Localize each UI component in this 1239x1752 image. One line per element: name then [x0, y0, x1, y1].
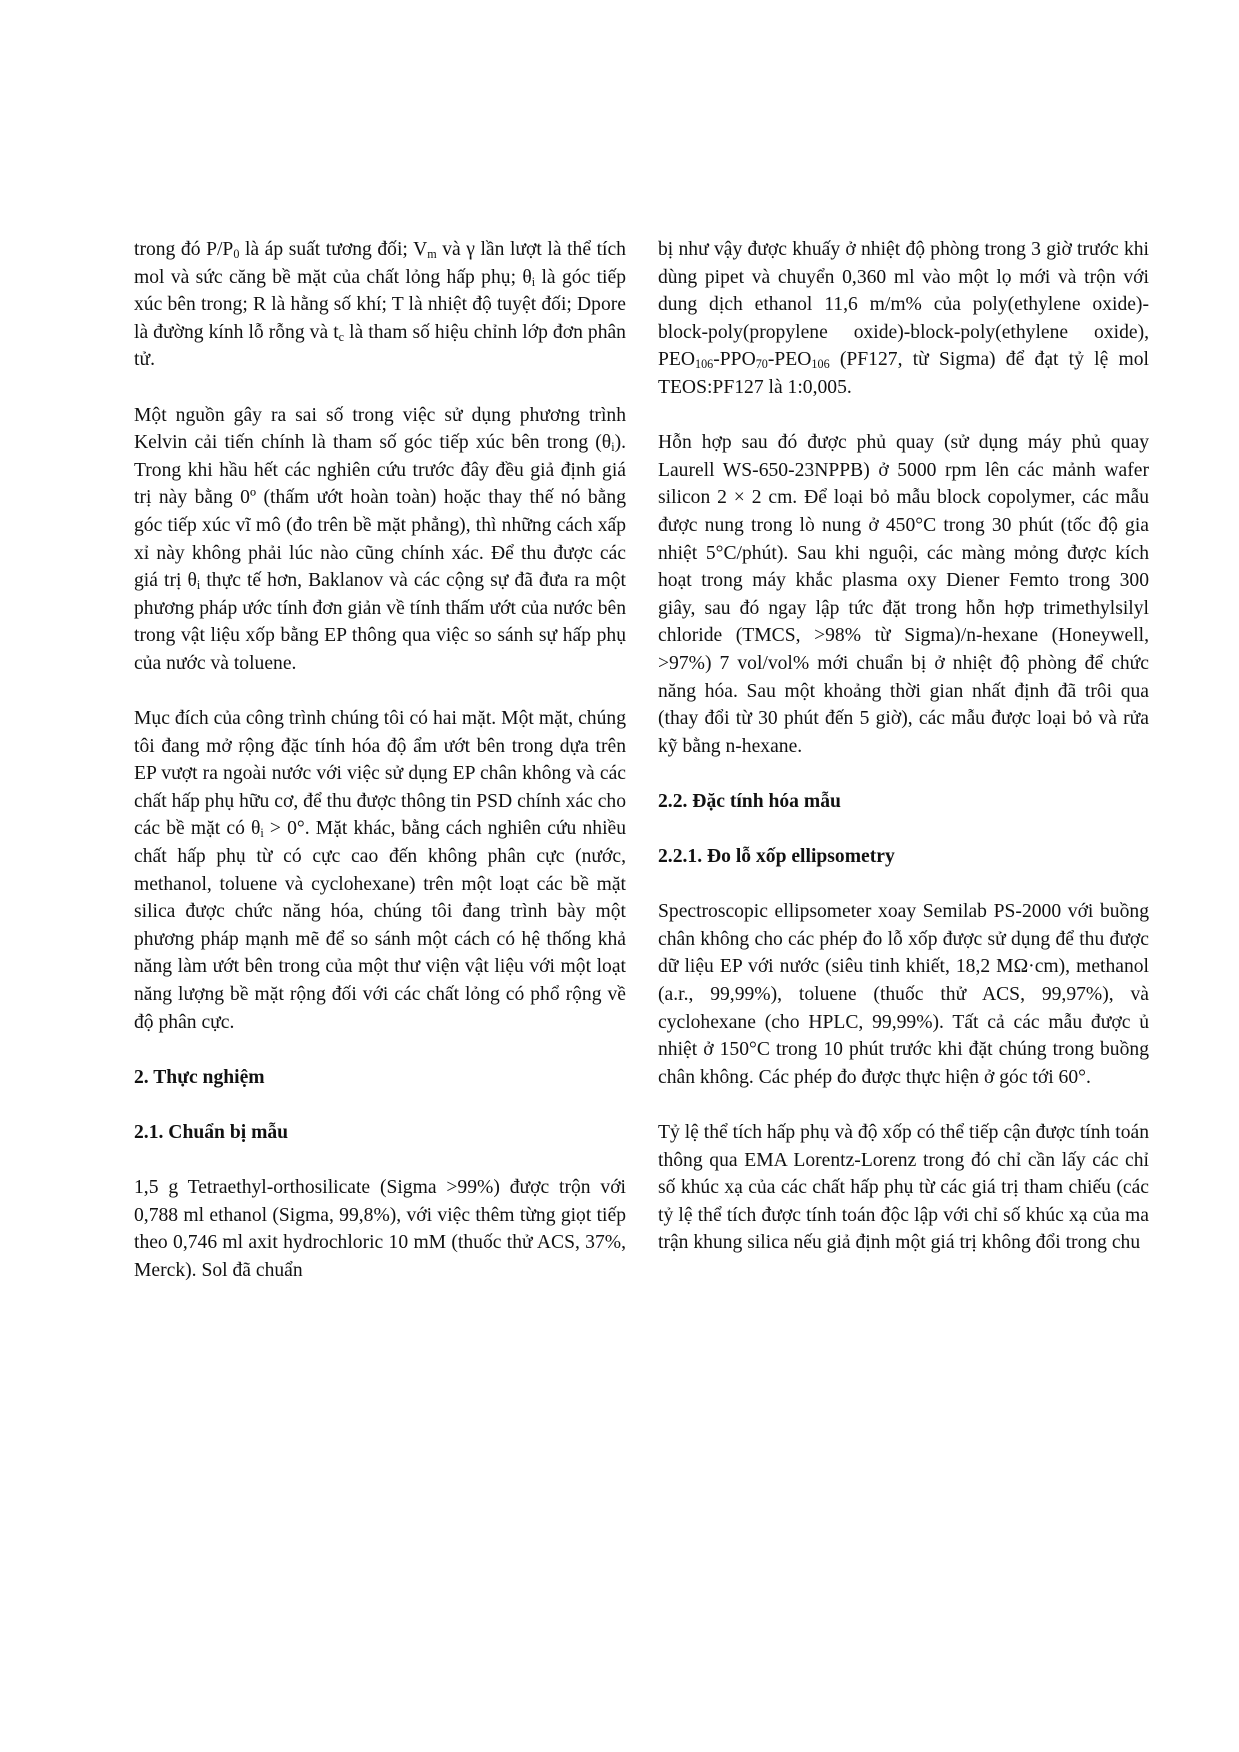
- text-run: > 0°. Mặt khác, bằng cách nghiên cứu nhiều chất hấp phụ từ có cực cao đến không phân cực (nước, methanol, toluene và cyclohexane) trên một loạt các bề mặt silica được chức năng hóa, chúng tôi đang trình bày một phương pháp mạnh mẽ để so sánh một cách có hệ thống khả năng làm ướt bên trong của một thư viện vật liệu với một loạt năng lượng bề mặt rộng đối với các chất lỏng có phổ rộng về độ phân cực.: [134, 818, 627, 1033]
- right-column: [658, 236, 1149, 1257]
- paragraph-spin-coating: Hỗn hợp sau đó được phủ quay (sử dụng máy phủ quay Laurell WS-650-23NPPB) ở 5000 rpm lên các mảnh wafer silicon 2 × 2 cm. Để loại bỏ mẫu block copolymer, các mẫu được nung trong lò nung ở 450°C trong 30 phút (tốc độ gia nhiệt 5°C/phút). Sau khi nguội, các màng mỏng được kích hoạt trong máy khắc plasma oxy Diener Femto trong 300 giây, sau đó ngay lập tức đặt trong hỗn hợp trimethylsilyl chloride (TMCS, >98% từ Sigma)/n-hexane (Honeywell, >97%) 7 vol/vol% mới chuẩn bị ở nhiệt độ phòng để chức năng hóa. Sau một khoảng thời gian nhất định đã trôi qua (thay đổi từ 30 phút đến 5 giờ), các mẫu được loại bỏ và rửa kỹ bằng n-hexane.: [658, 432, 1149, 757]
- subsection-heading-characterization: 2.2. Đặc tính hóa mẫu: [658, 790, 841, 812]
- text-run: Mục đích của công trình chúng tôi có hai mặt. Một mặt, chúng tôi đang mở rộng đặc tính hóa độ ẩm ướt bên trong dựa trên EP vượt ra ngoài nước với việc sử dụng EP chân không và các chất hấp phụ hữu cơ, để thu được thông tin PSD chính xác cho các bề mặt có θ: [134, 708, 626, 840]
- section-heading-experimental: 2. Thực nghiệm: [134, 1066, 265, 1088]
- subscript: 106: [695, 357, 714, 372]
- subsection-heading-sample-prep: 2.1. Chuẩn bị mẫu: [134, 1122, 289, 1143]
- text-run: là áp suất tương đối; V: [239, 239, 428, 260]
- left-column: [134, 236, 626, 1285]
- subscript: i: [196, 578, 201, 593]
- paragraph-contact-angle-error: [134, 402, 626, 678]
- paragraph-work-purpose: [134, 705, 626, 1036]
- paragraph-sample-prep: 1,5 g Tetraethyl-orthosilicate (Sigma >99%) được trộn với 0,788 ml ethanol (Sigma, 99,8%), với việc thêm từng giọt tiếp theo 0,746 ml axit hydrochloric 10 mM (thuốc thử ACS, 37%, Merck). Sol đã chuẩn: [134, 1177, 626, 1281]
- paragraph-ellipsometer: Spectroscopic ellipsometer xoay Semilab PS-2000 với buồng chân không cho các phép đo lỗ xốp được sử dụng để thu được dữ liệu EP với nước (siêu tinh khiết, 18,2 MΩ·cm), methanol (a.r., 99,99%), toluene (thuốc thử ACS, 99,97%), và cyclohexane (cho HPLC, 99,99%). Tất cả các mẫu được ủ nhiệt ở 150°C trong 10 phút trước khi đặt chúng trong buồng chân không. Các phép đo được thực hiện ở góc tới 60°.: [658, 901, 1149, 1088]
- subscript: 70: [755, 357, 768, 372]
- text-run: là góc tiếp xúc bên trong; R là hằng số khí; T là nhiệt độ tuyệt đối; Dpore là đường kính lỗ rỗng và t: [134, 266, 626, 343]
- subscript: m: [427, 247, 437, 262]
- paragraph-sol-mixing: [658, 236, 1149, 402]
- subscript: 0: [233, 247, 240, 262]
- text-run: và γ lần lượt là thể tích mol và sức căng bề mặt của chất lỏng hấp phụ; θ: [134, 239, 626, 288]
- text-run: là tham số hiệu chỉnh lớp đơn phân tử.: [134, 321, 626, 371]
- text-run: ). Trong khi hầu hết các nghiên cứu trước đây đều giả định giá trị này bằng 0º (thấm ướt hoàn toàn) hoặc thay thế nó bằng góc tiếp xúc vĩ mô (đo trên bề mặt phẳng), thì những cách xấp xỉ này không phải lúc nào cũng chính xác. Để thu được các giá trị θ: [134, 432, 626, 592]
- text-run: bị như vậy được khuấy ở nhiệt độ phòng trong 3 giờ trước khi dùng pipet và chuyển 0,360 ml vào một lọ mới và trộn với dung dịch ethanol 11,6 m/m% của poly(ethylene oxide)-block-poly(propylene oxide)-block-poly(ethylene oxide), PEO: [658, 239, 1149, 371]
- subscript: i: [611, 440, 615, 455]
- text-run: trong đó P/P: [134, 239, 234, 260]
- subscript: i: [260, 826, 264, 841]
- text-run: -PEO: [767, 349, 812, 371]
- subsubsection-heading-ellipsometry: 2.2.1. Đo lỗ xốp ellipsometry: [658, 846, 895, 868]
- subscript: c: [338, 329, 345, 344]
- text-run: Một nguồn gây ra sai số trong việc sử dụng phương trình Kelvin cải tiến chính là tham số góc tiếp xúc bên trong (θ: [134, 404, 626, 454]
- paragraph-volume-fraction: Tỷ lệ thể tích hấp phụ và độ xốp có thể tiếp cận được tính toán thông qua EMA Lorentz-Lorenz trong đó chỉ cần lấy các chỉ số khúc xạ của các chất hấp phụ từ các giá trị tham chiếu (các tỷ lệ thể tích được tính toán độc lập với chỉ số khúc xạ của ma trận khung silica nếu giả định một giá trị không đổi trong chu: [658, 1122, 1149, 1254]
- text-run: -PPO: [713, 349, 756, 371]
- subscript: 106: [811, 357, 830, 372]
- text-run: (PF127, từ Sigma) để đạt tỷ lệ mol TEOS:PF127 là 1:0,005.: [658, 349, 1149, 398]
- paragraph-kelvin-variables: [134, 236, 626, 374]
- text-run: thực tế hơn, Baklanov và các cộng sự đã đưa ra một phương pháp ước tính đơn giản về tính thấm ướt của nước bên trong vật liệu xốp bằng EP thông qua việc so sánh sự hấp phụ của nước và toluene.: [134, 570, 626, 674]
- subscript: i: [531, 274, 536, 289]
